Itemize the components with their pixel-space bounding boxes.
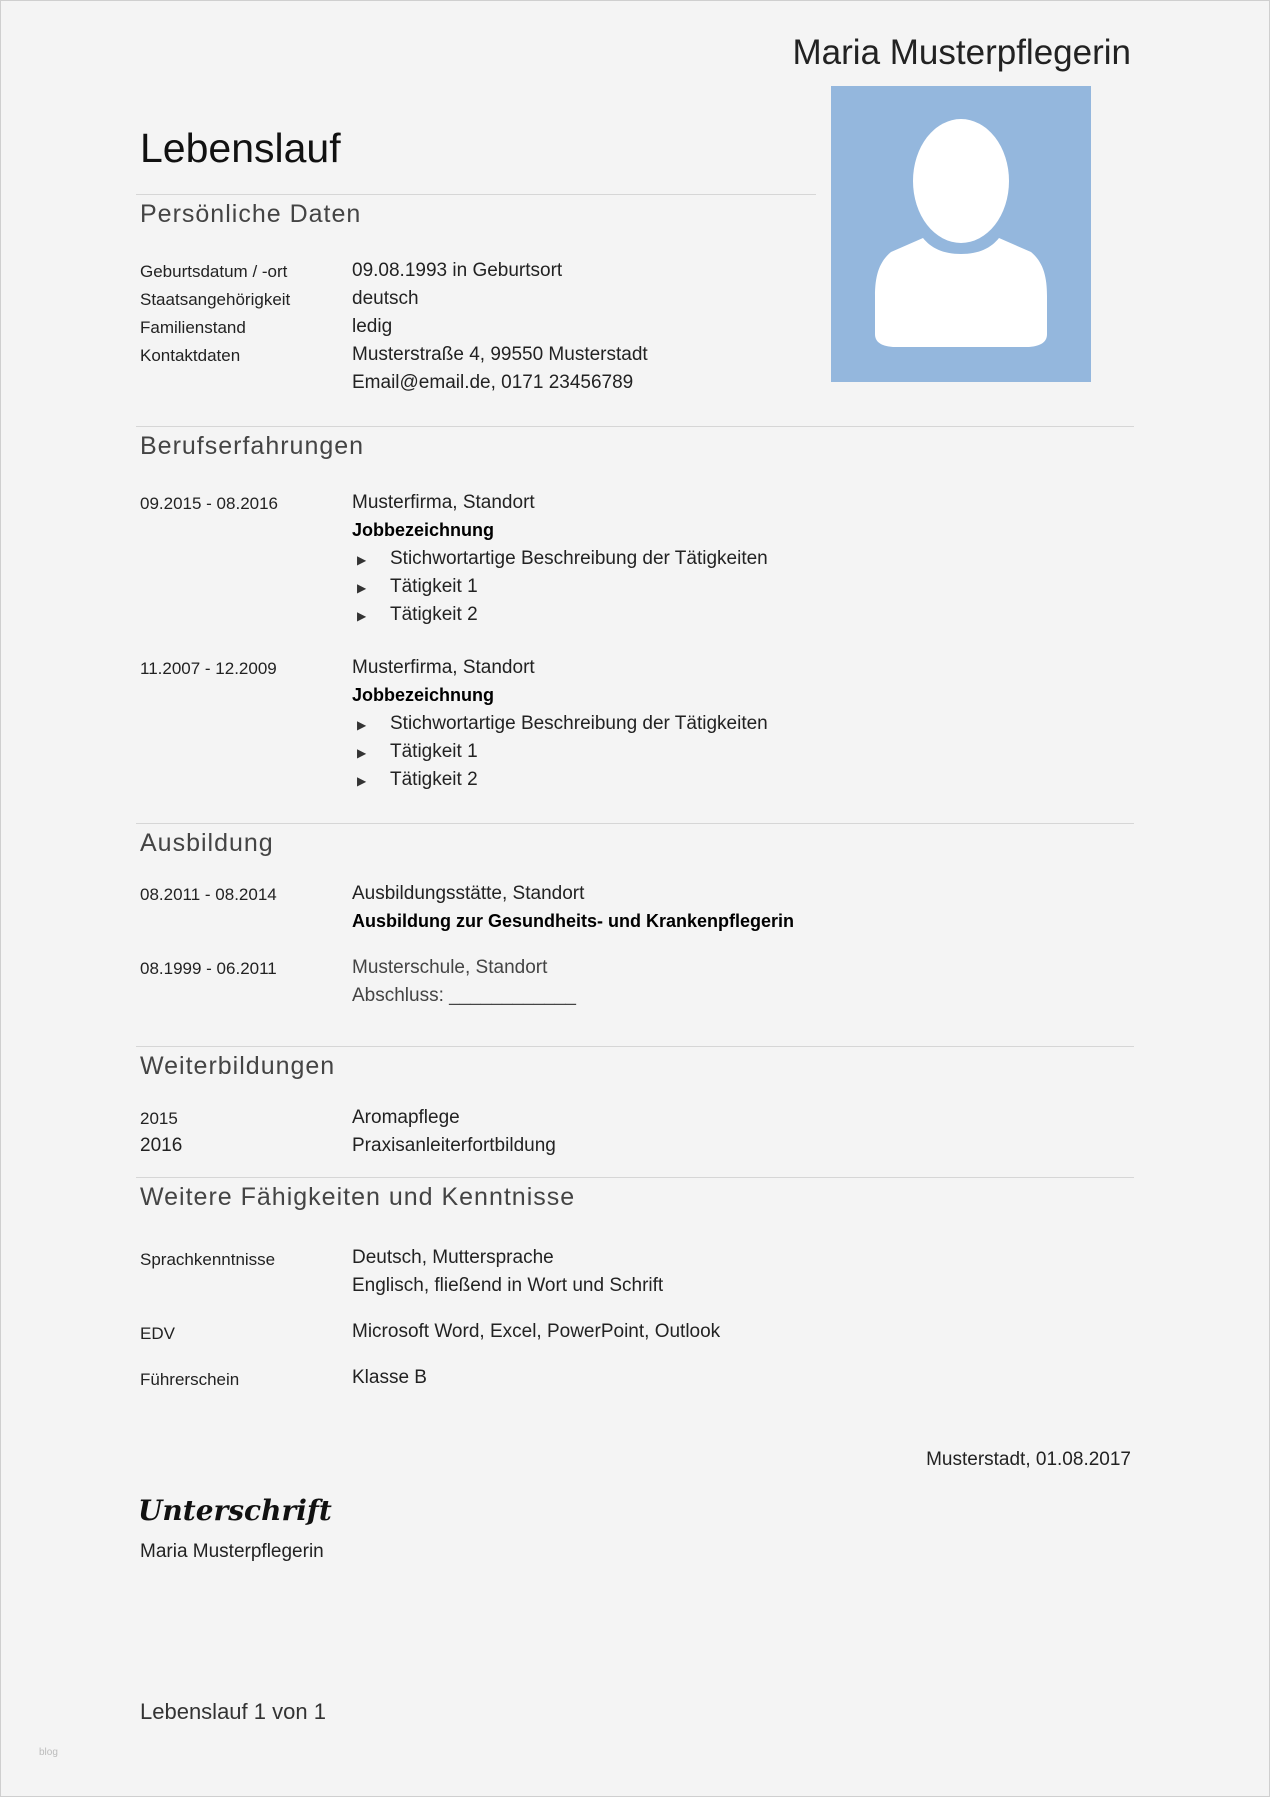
- experience-period: 11.2007 - 12.2009: [140, 659, 277, 678]
- education-institution: Musterschule, Standort: [352, 957, 548, 978]
- experience-job-title: Jobbezeichnung: [352, 685, 495, 705]
- divider: [136, 823, 1134, 824]
- section-title-education: Ausbildung: [140, 829, 274, 857]
- experience-company: Musterfirma, Standort: [352, 657, 535, 678]
- header-name: Maria Musterpflegerin: [792, 33, 1131, 72]
- education-degree: Abschluss: ____________: [352, 985, 576, 1006]
- experience-bullet: Stichwortartige Beschreibung der Tätigkeiten: [390, 548, 768, 569]
- divider: [136, 194, 816, 195]
- value-languages-2: Englisch, fließend in Wort und Schrift: [352, 1275, 664, 1296]
- label-nationality: Staatsangehörigkeit: [140, 290, 291, 309]
- section-title-training: Weiterbildungen: [140, 1052, 336, 1080]
- photo-placeholder: [831, 86, 1091, 382]
- value-address: Musterstraße 4, 99550 Musterstadt: [352, 344, 648, 365]
- value-email-phone: Email@email.de, 0171 23456789: [352, 372, 634, 393]
- label-languages: Sprachkenntnisse: [140, 1250, 276, 1269]
- experience-period: 09.2015 - 08.2016: [140, 494, 279, 513]
- education-institution: Ausbildungsstätte, Standort: [352, 883, 585, 904]
- experience-job-title: Jobbezeichnung: [352, 520, 495, 540]
- triangle-right-icon: ▶: [357, 718, 367, 732]
- experience-bullet: Tätigkeit 2: [390, 769, 478, 790]
- training-course: Praxisanleiterfortbildung: [352, 1135, 556, 1156]
- section-title-personal: Persönliche Daten: [140, 200, 362, 228]
- education-period: 08.2011 - 08.2014: [140, 885, 277, 904]
- triangle-right-icon: ▶: [357, 746, 367, 760]
- page-footer: Lebenslauf 1 von 1: [140, 1699, 326, 1724]
- signer-name: Maria Musterpflegerin: [140, 1541, 324, 1562]
- value-languages: Deutsch, Muttersprache: [352, 1247, 554, 1268]
- value-license: Klasse B: [352, 1367, 427, 1388]
- section-title-skills: Weitere Fähigkeiten und Kenntnisse: [140, 1183, 576, 1211]
- label-license: Führerschein: [140, 1370, 240, 1389]
- person-silhouette-icon: [831, 86, 1091, 382]
- training-year: 2015: [140, 1109, 178, 1128]
- training-course: Aromapflege: [352, 1107, 460, 1128]
- divider: [136, 426, 1134, 427]
- experience-bullet: Stichwortartige Beschreibung der Tätigkeiten: [390, 713, 768, 734]
- experience-bullet: Tätigkeit 1: [390, 741, 478, 762]
- signature: Unterschrift: [138, 1494, 332, 1527]
- training-year: 2016: [140, 1135, 183, 1156]
- divider: [136, 1046, 1134, 1047]
- triangle-right-icon: ▶: [357, 581, 367, 595]
- experience-bullet: Tätigkeit 2: [390, 604, 478, 625]
- section-title-experience: Berufserfahrungen: [140, 432, 365, 460]
- triangle-right-icon: ▶: [357, 553, 367, 567]
- label-birth: Geburtsdatum / -ort: [140, 262, 288, 281]
- value-nationality: deutsch: [352, 288, 419, 309]
- experience-bullet: Tätigkeit 1: [390, 576, 478, 597]
- value-birth: 09.08.1993 in Geburtsort: [352, 260, 563, 281]
- label-marital: Familienstand: [140, 318, 246, 337]
- value-marital: ledig: [352, 316, 393, 337]
- watermark: blog: [39, 1747, 58, 1758]
- education-period: 08.1999 - 06.2011: [140, 959, 277, 978]
- experience-company: Musterfirma, Standort: [352, 492, 535, 513]
- label-contact: Kontaktdaten: [140, 346, 241, 365]
- triangle-right-icon: ▶: [357, 609, 367, 623]
- label-it: EDV: [140, 1324, 175, 1343]
- document-title: Lebenslauf: [140, 125, 341, 171]
- divider: [136, 1177, 1134, 1178]
- place-date: Musterstadt, 01.08.2017: [926, 1449, 1131, 1470]
- value-it: Microsoft Word, Excel, PowerPoint, Outlook: [352, 1321, 721, 1342]
- education-degree: Ausbildung zur Gesundheits- und Krankenpflegerin: [352, 911, 795, 931]
- triangle-right-icon: ▶: [357, 774, 367, 788]
